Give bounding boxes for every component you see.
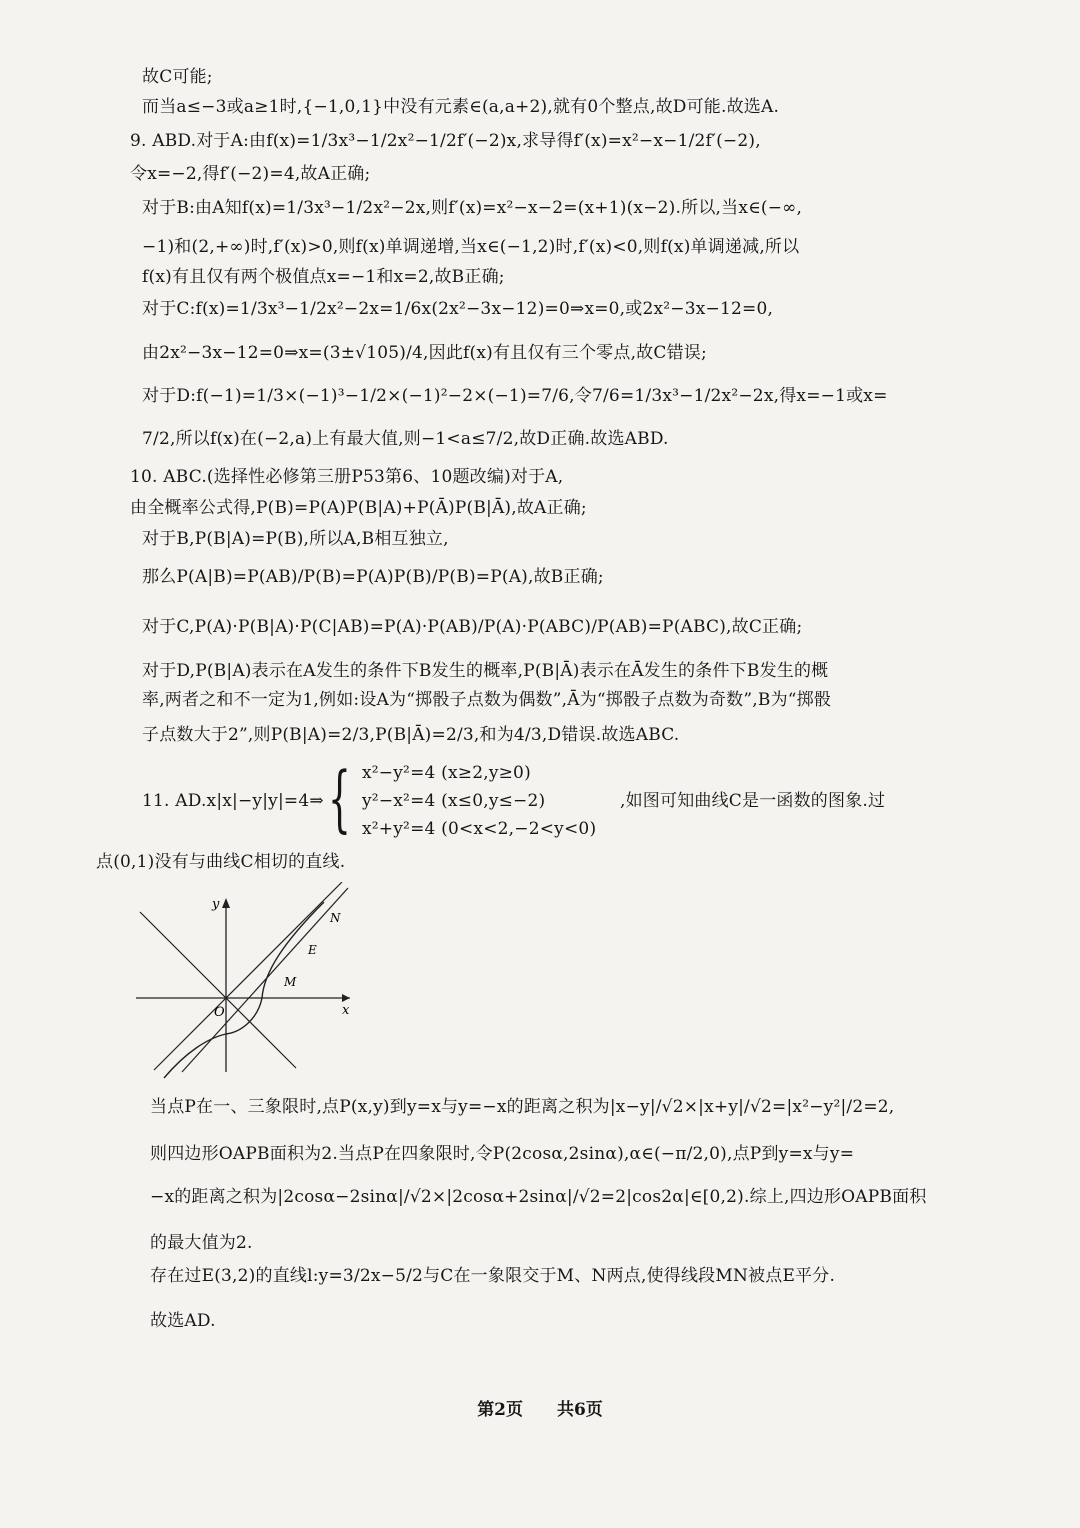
curve-figure <box>124 882 364 1082</box>
point-label-m: M <box>284 975 297 989</box>
text-line: 当点P在一、三象限时,点P(x,y)到y=x与y=−x的距离之积为|x−y|/√2×|x+y|/√2=|x²−y²|/2=2, <box>150 1097 895 1117</box>
text-line: 对于B,P(B|A)=P(B),所以A,B相互独立, <box>142 529 449 549</box>
text-line: 由2x²−3x−12=0⇒x=(3±√105)/4,因此f(x)有且仅有三个零点,故C错误; <box>142 343 707 363</box>
text-line: 点(0,1)没有与曲线C相切的直线. <box>96 852 346 872</box>
text-line: 令x=−2,得f′(−2)=4,故A正确; <box>130 164 371 184</box>
text-line: ,如图可知曲线C是一函数的图象.过 <box>620 791 886 811</box>
page-footer <box>0 1395 1080 1420</box>
text-line: 11. AD.x|x|−y|y|=4⇒ <box>142 791 324 811</box>
text-line: 对于D:f(−1)=1/3×(−1)³−1/2×(−1)²−2×(−1)=7/6,令7/6=1/3x³−1/2x²−2x,得x=−1或x= <box>142 386 888 406</box>
text-line: f(x)有且仅有两个极值点x=−1和x=2,故B正确; <box>142 267 505 287</box>
text-line: 对于D,P(B|A)表示在A发生的条件下B发生的概率,P(B|Ā)表示在Ā发生的条件下B发生的概 <box>142 661 829 681</box>
text-line: 而当a≤−3或a≥1时,{−1,0,1}中没有元素∈(a,a+2),就有0个整点,故D可能.故选A. <box>142 97 780 117</box>
origin-label: O <box>214 1005 225 1020</box>
text-line: 子点数大于2”,则P(B|A)=2/3,P(B|Ā)=2/3,和为4/3,D错误.故选ABC. <box>142 725 680 745</box>
point-label-n: N <box>330 911 341 925</box>
text-line: 10. ABC.(选择性必修第三册P53第6、10题改编)对于A, <box>130 467 564 487</box>
piecewise-case-3: x²+y²=4 (0<x<2,−2<y<0) <box>362 819 597 839</box>
text-line: −x的距离之积为|2cosα−2sinα|/√2×|2cosα+2sinα|/√2=2|cos2α|∈[0,2).综上,四边形OAPB面积 <box>150 1187 927 1207</box>
piecewise-case-1: x²−y²=4 (x≥2,y≥0) <box>362 763 531 783</box>
text-line: 由全概率公式得,P(B)=P(A)P(B|A)+P(Ā)P(B|Ā),故A正确; <box>130 498 587 518</box>
text-line: 那么P(A|B)=P(AB)/P(B)=P(A)P(B)/P(B)=P(A),故B正确; <box>142 567 604 587</box>
text-line: 故选AD. <box>150 1311 216 1331</box>
axis-label-x: x <box>342 1003 350 1018</box>
text-line: 对于B:由A知f(x)=1/3x³−1/2x²−2x,则f′(x)=x²−x−2=(x+1)(x−2).所以,当x∈(−∞, <box>142 198 803 218</box>
text-line: 7/2,所以f(x)在(−2,a)上有最大值,则−1<a≤7/2,故D正确.故选ABD. <box>142 429 669 449</box>
text-line: −1)和(2,+∞)时,f′(x)>0,则f(x)单调递增,当x∈(−1,2)时,f′(x)<0,则f(x)单调递减,所以 <box>142 237 800 257</box>
brace-symbol: { <box>328 756 351 840</box>
text-line: 故C可能; <box>142 67 213 87</box>
text-line: 则四边形OAPB面积为2.当点P在四象限时,令P(2cosα,2sinα),α∈(−π/2,0),点P到y=x与y= <box>150 1144 855 1164</box>
text-line: 率,两者之和不一定为1,例如:设A为“掷骰子点数为偶数”,Ā为“掷骰子点数为奇数”,B为“掷骰 <box>142 690 832 710</box>
page-number: 第2页 <box>477 1400 524 1420</box>
axis-label-y: y <box>212 897 220 912</box>
text-line: 存在过E(3,2)的直线l:y=3/2x−5/2与C在一象限交于M、N两点,使得线段MN被点E平分. <box>150 1266 836 1286</box>
piecewise-case-2: y²−x²=4 (x≤0,y≤−2) <box>362 791 546 811</box>
text-line: 对于C,P(A)·P(B|A)·P(C|AB)=P(A)·P(AB)/P(A)·P(ABC)/P(AB)=P(ABC),故C正确; <box>142 617 803 637</box>
point-label-e: E <box>308 943 317 957</box>
text-line: 9. ABD.对于A:由f(x)=1/3x³−1/2x²−1/2f′(−2)x,求导得f′(x)=x²−x−1/2f′(−2), <box>130 131 761 151</box>
page-total: 共6页 <box>556 1400 603 1420</box>
text-line: 对于C:f(x)=1/3x³−1/2x²−2x=1/6x(2x²−3x−12)=0⇒x=0,或2x²−3x−12=0, <box>142 299 774 319</box>
text-line: 的最大值为2. <box>150 1233 253 1253</box>
